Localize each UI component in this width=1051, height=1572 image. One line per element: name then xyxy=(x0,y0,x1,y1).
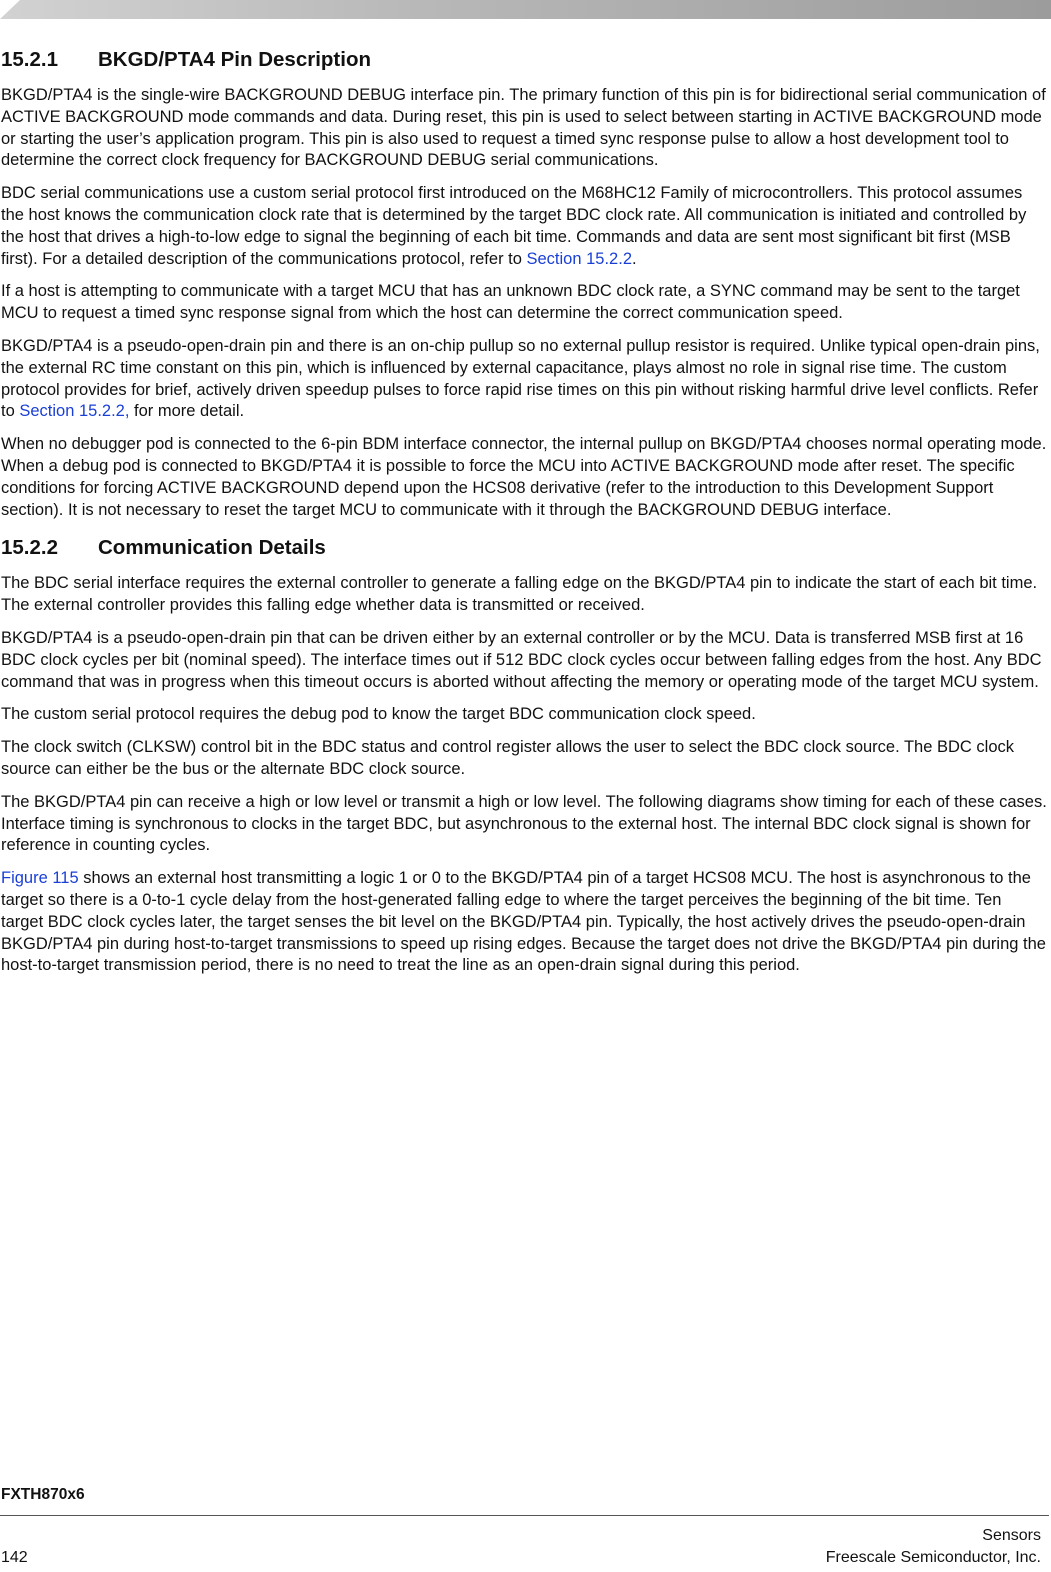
section-heading-15-2-2 xyxy=(1,533,1047,563)
footer-page-number: 142 xyxy=(1,1549,28,1566)
paragraph: The custom serial protocol requires the debug pod to know the target BDC communication clock speed. xyxy=(1,705,756,724)
paragraph: If a host is attempting to communicate with a target MCU that has an unknown BDC clock rate, a SYNC command may be sent to the target MCU to request a timed sync response signal from which the host can determine the correct communication speed. xyxy=(1,282,1020,323)
paragraph-text: for more detail. xyxy=(129,402,245,421)
paragraph: The BDC serial interface requires the external controller to generate a falling edge on the BKGD/PTA4 pin to indicate the start of each bit time. The external controller provides this falling edge whether data is transmitted or received. xyxy=(1,574,1038,615)
paragraph-text: BDC serial communications use a custom serial protocol first introduced on the M68HC12 Family of microcontrollers. This protocol assumes the host knows the communication clock rate that is determined by the target BDC clock rate. All communication is initiated and controlled by the host that drives a high-to-low edge to signal the beginning of each bit time. Commands and data are sent most significant bit first (MSB first). For a detailed description of the communications protocol, refer to xyxy=(1,184,1027,268)
footer-company: Freescale Semiconductor, Inc. xyxy=(825,1549,1041,1566)
paragraph xyxy=(1,183,1047,270)
page-content xyxy=(1,43,1047,977)
paragraph: BKGD/PTA4 is a pseudo-open-drain pin that can be driven either by an external controller or by the MCU. Data is transferred MSB first at 16 BDC clock cycles per bit (nominal speed). The interface times out if 512 BDC clock cycles occur between falling edges from the host. Any BDC command that was in progress when this timeout occurs is aborted without affecting the memory or operating mode of the target MCU system. xyxy=(1,628,1042,691)
paragraph: The BKGD/PTA4 pin can receive a high or low level or transmit a high or low level. The following diagrams show timing for each of these cases. Interface timing is synchronous to clocks in the target BDC, but asynchronous to the external host. The internal BDC clock signal is shown for reference in counting cycles. xyxy=(1,792,1047,855)
footer-divider xyxy=(0,1515,1049,1516)
paragraph: The clock switch (CLKSW) control bit in the BDC status and control register allows the user to select the BDC clock source. The BDC clock source can either be the bus or the alternate BDC clock source. xyxy=(1,738,1015,778)
section-title: BKGD/PTA4 Pin Description xyxy=(98,48,371,71)
paragraph: When no debugger pod is connected to the 6-pin BDM interface connector, the internal pullup on BKGD/PTA4 chooses normal operating mode. When a debug pod is connected to BKGD/PTA4 it is possible to force the MCU into ACTIVE BACKGROUND mode after reset. The specific conditions for forcing ACTIVE BACKGROUND depend upon the HCS08 derivative (refer to the introduction to this Development Support section). It is not necessary to reset the target MCU to communicate with it through the BACKGROUND DEBUG interface. xyxy=(1,435,1047,519)
section-title: Communication Details xyxy=(98,536,326,560)
section-15-2-2-link[interactable]: Section 15.2.2 xyxy=(526,249,632,268)
paragraph-text: shows an external host transmitting a logic 1 or 0 to the BKGD/PTA4 pin of a target HCS08 MCU. The host is asynchronous to the target so there is a 0-to-1 cycle delay from the host-generated falling edge to where the target perceives the beginning of the bit time. Ten target BDC clock cycles later, the target senses the bit level on the BKGD/PTA4 pin. Typically, the host actively drives the pseudo-open-drain BKGD/PTA4 pin during host-to-target transmissions to speed up rising edges. Because the target does not drive the BKGD/PTA4 pin during the host-to-target transmission period, there is no need to treat the line as an open-drain signal during this period. xyxy=(1,869,1046,975)
footer-document-title: FXTH870x6 xyxy=(1,1486,85,1503)
section-heading-15-2-1 xyxy=(1,45,1047,75)
paragraph-text: BKGD/PTA4 is a pseudo-open-drain pin and there is an on-chip pullup so no external pullup resistor is required. Unlike typical open-drain pins, the external RC time constant on this pin, which is influenced by external capacitance, plays almost no role in signal rise time. The custom protocol provides for brief, actively driven speedup pulses to force rapid rise times on this pin without risking harmful drive level conflicts. Refer to xyxy=(1,336,1040,421)
figure-115-link[interactable]: Figure 115 xyxy=(1,869,79,888)
paragraph xyxy=(1,336,1047,423)
section-number: 15.2.2 xyxy=(1,536,58,560)
paragraph xyxy=(1,868,1047,977)
paragraph-text: . xyxy=(632,249,637,268)
paragraph: BKGD/PTA4 is the single-wire BACKGROUND DEBUG interface pin. The primary function of this pin is for bidirectional serial communication of ACTIVE BACKGROUND mode commands and data. During reset, this pin is used to select between starting in ACTIVE BACKGROUND mode or starting the user’s application program. This pin is also used to request a timed sync response pulse to allow a host development tool to determine the correct clock frequency for BACKGROUND DEBUG serial communications. xyxy=(1,86,1046,170)
header-decor-bar xyxy=(0,0,1051,19)
section-number: 15.2.1 xyxy=(1,48,58,71)
section-15-2-2-link[interactable]: Section 15.2.2, xyxy=(19,402,130,421)
footer-category: Sensors xyxy=(982,1527,1041,1544)
